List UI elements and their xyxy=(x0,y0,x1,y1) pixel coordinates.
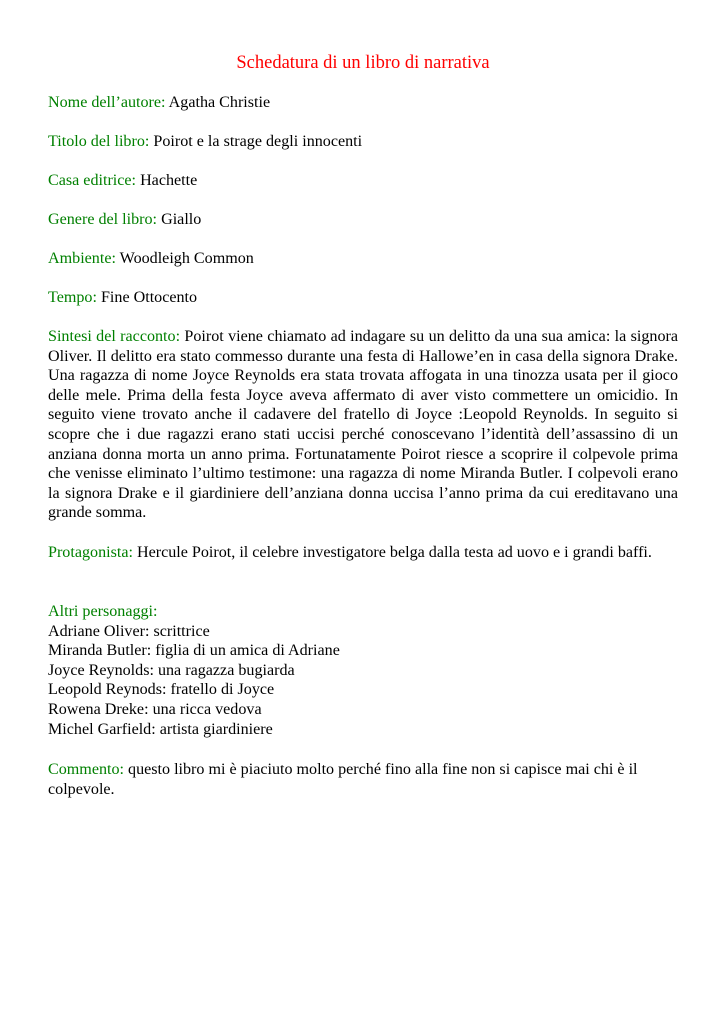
field-autore-label: Nome dell’autore: xyxy=(48,94,166,111)
field-altri-label: Altri personaggi: xyxy=(48,603,158,620)
field-casa-editrice xyxy=(48,171,678,191)
field-tempo-label: Tempo: xyxy=(48,289,97,306)
field-commento xyxy=(48,760,678,799)
field-commento-value: questo libro mi è piaciuto molto perché fino alla fine non si capisce mai chi è il colpevole. xyxy=(48,761,638,798)
field-sintesi xyxy=(48,327,678,523)
list-item: Leopold Reynods: fratello di Joyce xyxy=(48,681,275,699)
field-titolo-value: Poirot e la strage degli innocenti xyxy=(153,133,363,150)
list-item: Miranda Butler: figlia di un amica di Adriane xyxy=(48,642,340,660)
field-tempo-value: Fine Ottocento xyxy=(100,289,198,306)
list-item: Adriane Oliver: scrittrice xyxy=(48,622,210,640)
field-ambiente xyxy=(48,249,678,269)
field-autore-value: Agatha Christie xyxy=(168,94,271,111)
document-title: Schedatura di un libro di narrativa xyxy=(236,53,490,73)
field-casa-label: Casa editrice: xyxy=(48,172,137,189)
field-sintesi-label: Sintesi del racconto: xyxy=(48,328,181,345)
field-casa-value: Hachette xyxy=(140,172,198,189)
field-protagonista-value: Hercule Poirot, il celebre investigatore belga dalla testa ad uovo e i grandi baffi. xyxy=(136,544,652,561)
field-genere-label: Genere del libro: xyxy=(48,211,158,228)
field-protagonista xyxy=(48,543,678,563)
field-altri-personaggi xyxy=(48,602,678,739)
field-commento-label: Commento: xyxy=(48,761,124,778)
field-tempo xyxy=(48,288,678,308)
field-sintesi-value: Poirot viene chiamato ad indagare su un delitto da una sua amica: la signora Oliver. Il delitto era stato commesso durante una festa di Hallowe’en in casa della signora Drake. Una ragazza di nome Joyce Reynolds era stata trovata affogata in una tinozza usata per il gioco delle mele. Prima della festa Joyce aveva affermato di aver visto commettere un omicidio. In seguito viene trovato anche il cadavere del fratello di Joyce :Leopold Reynolds. In seguito si scopre che i due ragazzi erano stati uccisi perché conoscevano l’identità dell’assassino di un anziana donna morta un anno prima. Fortunatamente Poirot riesce a scoprire il colpevole prima che venisse eliminato l’ultimo testimone: una ragazza di nome Miranda Butler. I colpevoli erano la signora Drake e il giardiniere dell’anziana donna uccisa l’anno prima da cui ereditavano una grande somma. xyxy=(48,328,678,522)
field-ambiente-value: Woodleigh Common xyxy=(119,250,254,267)
field-titolo xyxy=(48,132,678,152)
field-titolo-label: Titolo del libro: xyxy=(48,133,150,150)
field-genere-value: Giallo xyxy=(161,211,202,228)
character-list xyxy=(48,622,678,740)
list-item: Michel Garfield: artista giardiniere xyxy=(48,720,273,738)
field-autore xyxy=(48,93,678,113)
field-protagonista-label: Protagonista: xyxy=(48,544,133,561)
field-ambiente-label: Ambiente: xyxy=(48,250,116,267)
list-item: Joyce Reynolds: una ragazza bugiarda xyxy=(48,661,295,679)
field-genere xyxy=(48,210,678,230)
list-item: Rowena Dreke: una ricca vedova xyxy=(48,700,262,718)
